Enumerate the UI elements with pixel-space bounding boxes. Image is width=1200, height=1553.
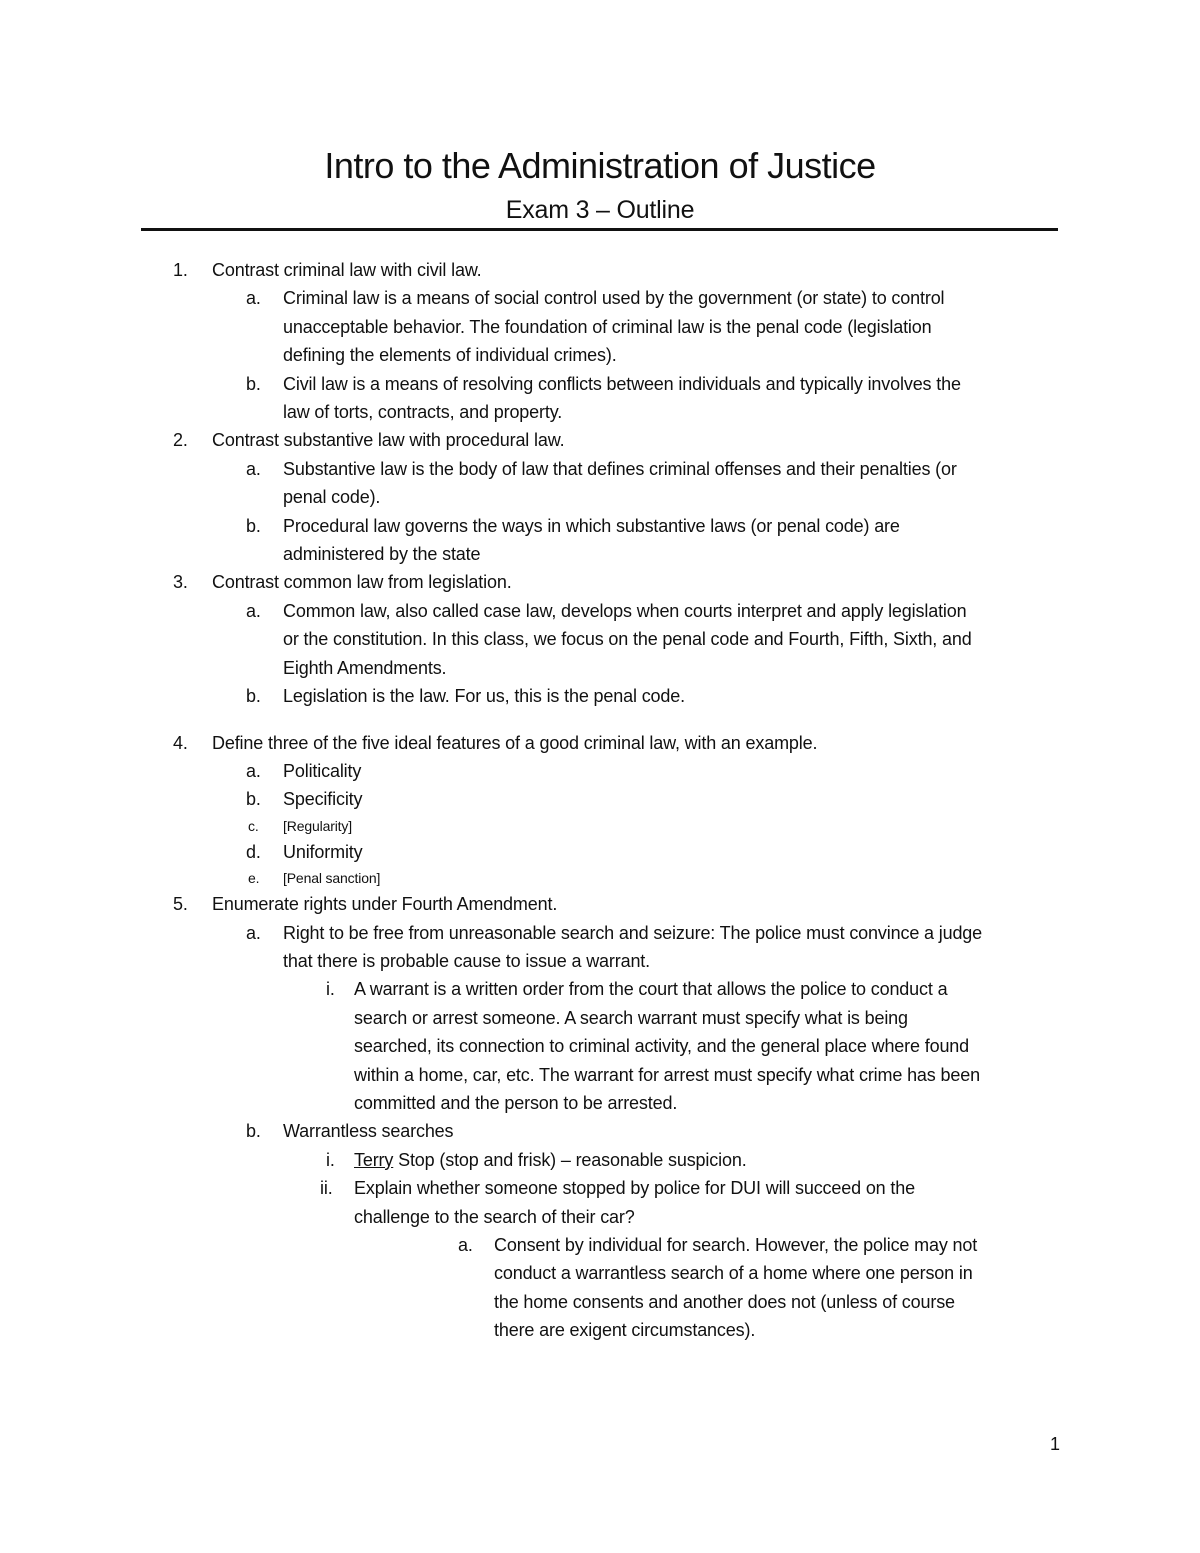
item-marker: a.: [246, 600, 261, 621]
item-marker: b.: [246, 1121, 261, 1142]
outline-continuation: [0, 398, 1200, 426]
outline-continuation: [0, 1061, 1200, 1089]
outline-continuation: [0, 1259, 1200, 1287]
item-text: Right to be free from unreasonable search and seizure: The police must convince a judge: [283, 922, 983, 943]
case-name-terry: Terry: [354, 1149, 394, 1170]
outline-subitem: [0, 370, 1200, 398]
item-text: administered by the state: [283, 544, 481, 565]
item-marker: e.: [248, 870, 260, 887]
item-text: Contrast criminal law with civil law.: [212, 260, 482, 280]
item-text: Define three of the five ideal features of a good criminal law, with an example.: [212, 732, 818, 753]
outline-item-1: [0, 256, 1200, 284]
outline-subsubitem: [0, 1174, 1200, 1202]
page-number: 1: [1049, 1434, 1060, 1454]
outline-subitem: [0, 284, 1200, 312]
item-text: Procedural law governs the ways in which substantive laws (or penal code) are: [283, 515, 900, 536]
item-text: that there is probable cause to issue a warrant.: [283, 950, 651, 971]
outline-item-3: [0, 568, 1200, 596]
item-marker: b.: [246, 373, 261, 394]
outline-subitem: [0, 814, 1200, 838]
outline-subitem: [0, 785, 1200, 813]
item-text: A warrant is a written order from the court that allows the police to conduct a: [354, 979, 948, 1000]
outline-continuation: [0, 313, 1200, 341]
outline-continuation: [0, 1004, 1200, 1032]
item-text: [354, 1146, 747, 1174]
item-text: the home consents and another does not (unless of course: [494, 1291, 955, 1312]
item-marker: 1.: [173, 260, 188, 280]
item-marker: 2.: [173, 430, 188, 451]
item-text: within a home, car, etc. The warrant for arrest must specify what crime has been: [354, 1064, 980, 1085]
item-text: Common law, also called case law, develops when courts interpret and apply legislation: [283, 600, 967, 621]
exam-outline-list: [0, 256, 1200, 1345]
item-marker: a.: [246, 760, 261, 781]
item-text: Contrast substantive law with procedural law.: [212, 430, 565, 451]
outline-continuation: [0, 1316, 1200, 1344]
item-marker: a.: [246, 458, 261, 479]
item-text: Politicality: [283, 760, 362, 781]
item-text-rest: Stop (stop and frisk) – reasonable suspicion.: [393, 1149, 747, 1170]
outline-subitem: [0, 682, 1200, 710]
item-text: Consent by individual for search. However, the police may not: [494, 1235, 978, 1255]
title-divider: [141, 228, 1058, 231]
outline-subitem: [0, 512, 1200, 540]
outline-continuation: [0, 1288, 1200, 1316]
item-text: conduct a warrantless search of a home where one person in: [494, 1263, 973, 1284]
item-text: [Penal sanction]: [283, 870, 381, 887]
item-marker: a.: [458, 1235, 473, 1255]
item-marker: d.: [246, 841, 261, 862]
outline-subitem: [0, 597, 1200, 625]
item-marker: a.: [246, 288, 261, 309]
item-text: Specificity: [283, 789, 363, 810]
item-text: Legislation is the law. For us, this is the penal code.: [283, 686, 685, 707]
item-marker: 5.: [173, 894, 188, 915]
outline-continuation: [0, 625, 1200, 653]
item-text: Civil law is a means of resolving conflicts between individuals and typically involves the: [283, 373, 961, 394]
outline-continuation: [0, 1032, 1200, 1060]
item-text: Substantive law is the body of law that defines criminal offenses and their penalties (or: [283, 458, 957, 479]
outline-deep-item: [0, 1231, 1200, 1259]
outline-item-4: [0, 729, 1200, 757]
item-text: [Regularity]: [283, 817, 353, 834]
outline-subitem: [0, 455, 1200, 483]
item-marker: 4.: [173, 732, 188, 753]
outline-continuation: [0, 947, 1200, 975]
item-marker: b.: [246, 789, 261, 810]
outline-subitem: [0, 866, 1200, 890]
item-text: challenge to the search of their car?: [354, 1206, 635, 1227]
item-marker: ii.: [320, 1178, 333, 1199]
outline-subitem: [0, 838, 1200, 866]
item-text: law of torts, contracts, and property.: [283, 402, 563, 423]
item-text: penal code).: [283, 487, 381, 508]
item-text: searched, its connection to criminal activity, and the general place where found: [354, 1036, 970, 1057]
section-spacer: [0, 711, 1200, 729]
item-marker: b.: [246, 686, 261, 707]
item-text: Eighth Amendments.: [283, 657, 447, 678]
outline-subitem: [0, 1117, 1200, 1145]
item-marker: c.: [248, 817, 259, 834]
item-text: defining the elements of individual crimes).: [283, 345, 617, 366]
item-marker: i.: [326, 1149, 335, 1170]
item-text: search or arrest someone. A search warrant must specify what is being: [354, 1007, 908, 1028]
item-text: or the constitution. In this class, we focus on the penal code and Fourth, Fifth, Sixth, and: [283, 629, 972, 650]
outline-continuation: [0, 540, 1200, 568]
item-text: Criminal law is a means of social control used by the government (or state) to control: [283, 288, 945, 309]
item-text: Enumerate rights under Fourth Amendment.: [212, 894, 558, 915]
item-marker: b.: [246, 515, 261, 536]
item-text: Uniformity: [283, 841, 363, 862]
outline-continuation: [0, 1203, 1200, 1231]
item-text: there are exigent circumstances).: [494, 1320, 756, 1341]
outline-item-2: [0, 426, 1200, 454]
outline-subitem: [0, 919, 1200, 947]
item-text: Contrast common law from legislation.: [212, 572, 512, 593]
outline-continuation: [0, 654, 1200, 682]
document-title: Intro to the Administration of Justice: [324, 145, 876, 186]
document-subtitle: Exam 3 – Outline: [505, 196, 695, 224]
outline-continuation: [0, 483, 1200, 511]
item-text: Warrantless searches: [283, 1121, 454, 1142]
outline-continuation: [0, 341, 1200, 369]
outline-subitem: [0, 757, 1200, 785]
outline-item-5: [0, 890, 1200, 918]
outline-continuation: [0, 1089, 1200, 1117]
outline-subsubitem: [0, 975, 1200, 1003]
item-text: committed and the person to be arrested.: [354, 1092, 678, 1113]
item-text: unacceptable behavior. The foundation of criminal law is the penal code (legislation: [283, 316, 932, 337]
item-marker: i.: [326, 979, 335, 1000]
outline-subsubitem: [0, 1146, 1200, 1174]
item-marker: a.: [246, 922, 261, 943]
item-marker: 3.: [173, 572, 188, 593]
item-text: Explain whether someone stopped by police for DUI will succeed on the: [354, 1178, 915, 1199]
